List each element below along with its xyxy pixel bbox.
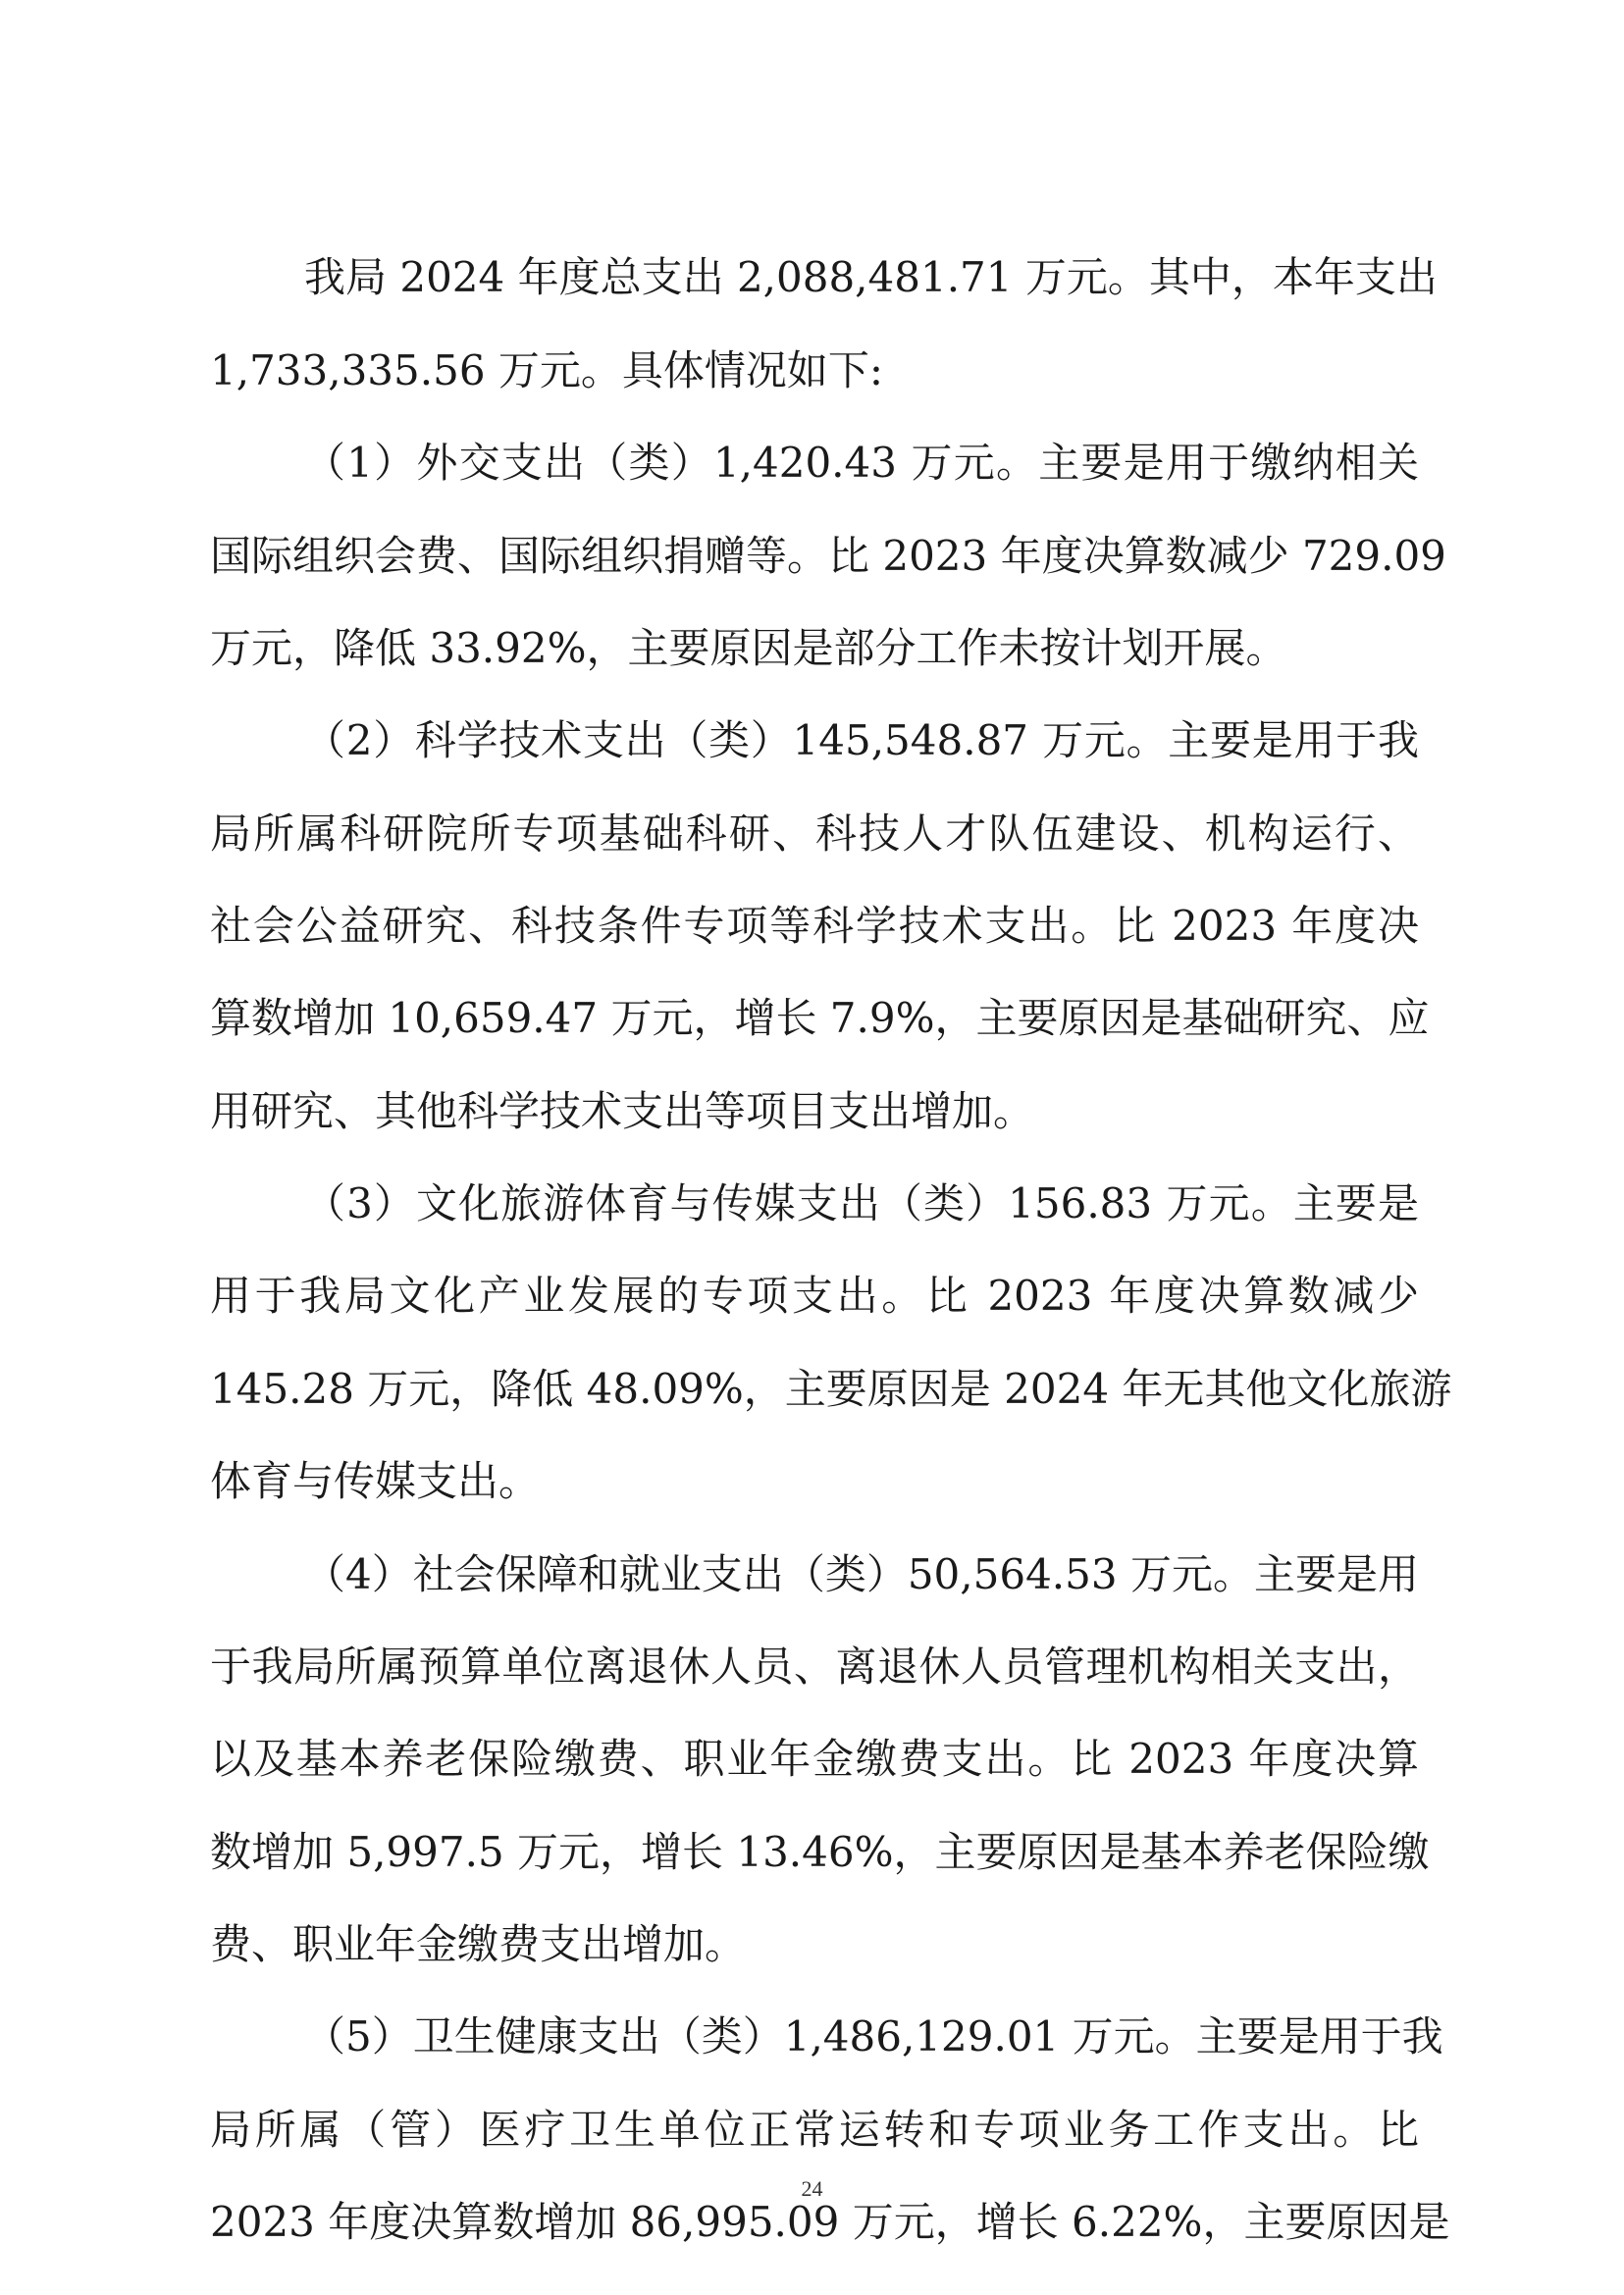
paragraph-culture-line: 用于我局文化产业发展的专项支出。比 2023 年度决算数减少 bbox=[210, 1272, 1419, 1320]
paragraph-health-line: 2023 年度决算数增加 86,995.09 万元，增长 6.22%，主要原因是 bbox=[210, 2198, 1450, 2246]
paragraph-social-security-line: 以及基本养老保险缴费、职业年金缴费支出。比 2023 年度决算 bbox=[210, 1735, 1419, 1783]
paragraph-social-security-line: 费、职业年金缴费支出增加。 bbox=[210, 1920, 747, 1968]
paragraph-social-security-line: （4）社会保障和就业支出（类）50,564.53 万元。主要是用 bbox=[304, 1550, 1419, 1598]
paragraph-diplomacy-line: （1）外交支出（类）1,420.43 万元。主要是用于缴纳相关 bbox=[304, 439, 1419, 487]
paragraph-science-line: 社会公益研究、科技条件专项等科学技术支出。比 2023 年度决 bbox=[210, 902, 1419, 950]
paragraph-science-line: 用研究、其他科学技术支出等项目支出增加。 bbox=[210, 1087, 1035, 1135]
paragraph-intro-line: 我局 2024 年度总支出 2,088,481.71 万元。其中，本年支出 bbox=[304, 253, 1438, 301]
paragraph-social-security-line: 数增加 5,997.5 万元，增长 13.46%，主要原因是基本养老保险缴 bbox=[210, 1828, 1430, 1876]
paragraph-science-line: 局所属科研院所专项基础科研、科技人才队伍建设、机构运行、 bbox=[210, 809, 1419, 858]
paragraph-diplomacy-line: 万元，降低 33.92%，主要原因是部分工作未按计划开展。 bbox=[210, 624, 1287, 672]
paragraph-intro-line: 1,733,335.56 万元。具体情况如下: bbox=[210, 346, 884, 394]
paragraph-social-security-line: 于我局所属预算单位离退休人员、离退休人员管理机构相关支出， bbox=[210, 1643, 1419, 1691]
paragraph-science-line: （2）科学技术支出（类）145,548.87 万元。主要是用于我 bbox=[304, 716, 1419, 764]
page-number: 24 bbox=[801, 2176, 823, 2201]
paragraph-culture-line: （3）文化旅游体育与传媒支出（类）156.83 万元。主要是 bbox=[304, 1179, 1419, 1227]
paragraph-culture-line: 145.28 万元，降低 48.09%，主要原因是 2024 年无其他文化旅游 bbox=[210, 1365, 1452, 1413]
paragraph-culture-line: 体育与传媒支出。 bbox=[210, 1457, 541, 1505]
paragraph-health-line: 局所属（管）医疗卫生单位正常运转和专项业务工作支出。比 bbox=[210, 2106, 1419, 2154]
paragraph-health-line: （5）卫生健康支出（类）1,486,129.01 万元。主要是用于我 bbox=[304, 2012, 1443, 2060]
paragraph-science-line: 算数增加 10,659.47 万元，增长 7.9%，主要原因是基础研究、应 bbox=[210, 994, 1430, 1042]
paragraph-diplomacy-line: 国际组织会费、国际组织捐赠等。比 2023 年度决算数减少 729.09 bbox=[210, 532, 1446, 580]
